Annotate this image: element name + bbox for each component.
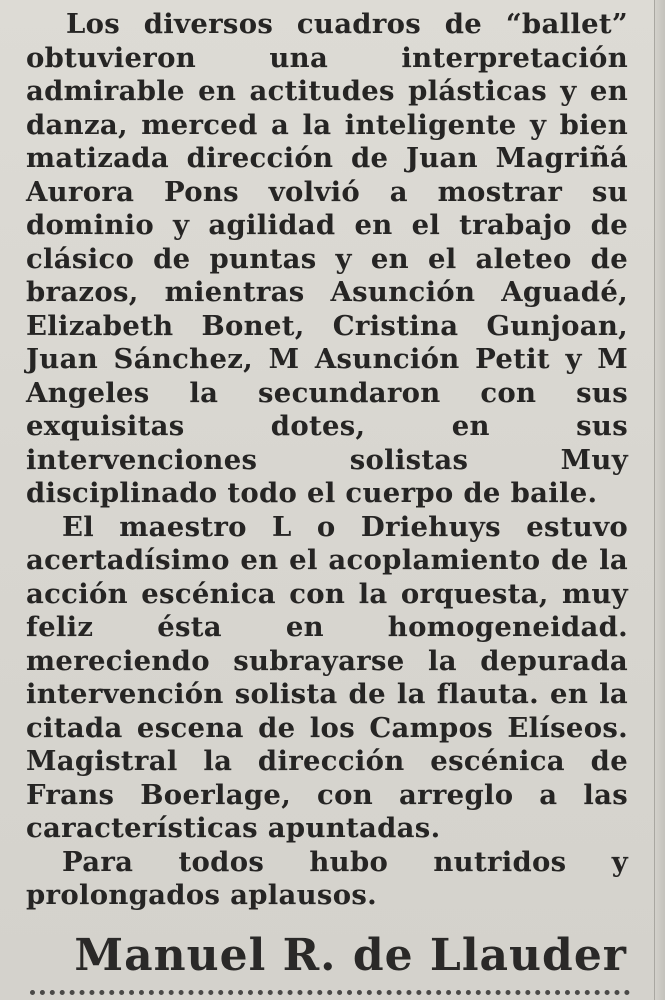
paragraph-applause: Para todos hubo nutridos y prolongados aplausos. [26, 845, 628, 911]
dotted-divider [30, 990, 630, 995]
clipping-edge [654, 0, 665, 1000]
paragraph-ballet: Los diversos cuadros de “ballet” obtuvieron una interpretación admirable en actitudes plásticas y en danza, merced a la inteligente y bien matizada dirección de Juan Magriñá Aurora Pons volvió a mostrar su dominio y agilidad en el trabajo de clásico de puntas y en el aleteo de brazos, mientras Asunción Aguadé, Elizabeth Bonet, Cristina Gunjoan, Juan Sánchez, M Asunción Petit y M Angeles la secundaron con sus exquisitas dotes, en sus intervenciones solistas Muy disciplinado todo el cuerpo de baile. [26, 8, 628, 509]
article-body [26, 8, 628, 913]
author-signature: Manuel R. de Llauder [74, 930, 627, 981]
paragraph-orchestra: El maestro L o Driehuys estuvo acertadísimo en el acoplamiento de la acción escénica con la orquesta, muy feliz ésta en homogeneidad. mereciendo subrayarse la depurada intervención solista de la flauta. en la citada escena de los Campos Elíseos. Magistral la dirección escénica de Frans Boerlage, con arreglo a las características apuntadas. [26, 510, 628, 844]
